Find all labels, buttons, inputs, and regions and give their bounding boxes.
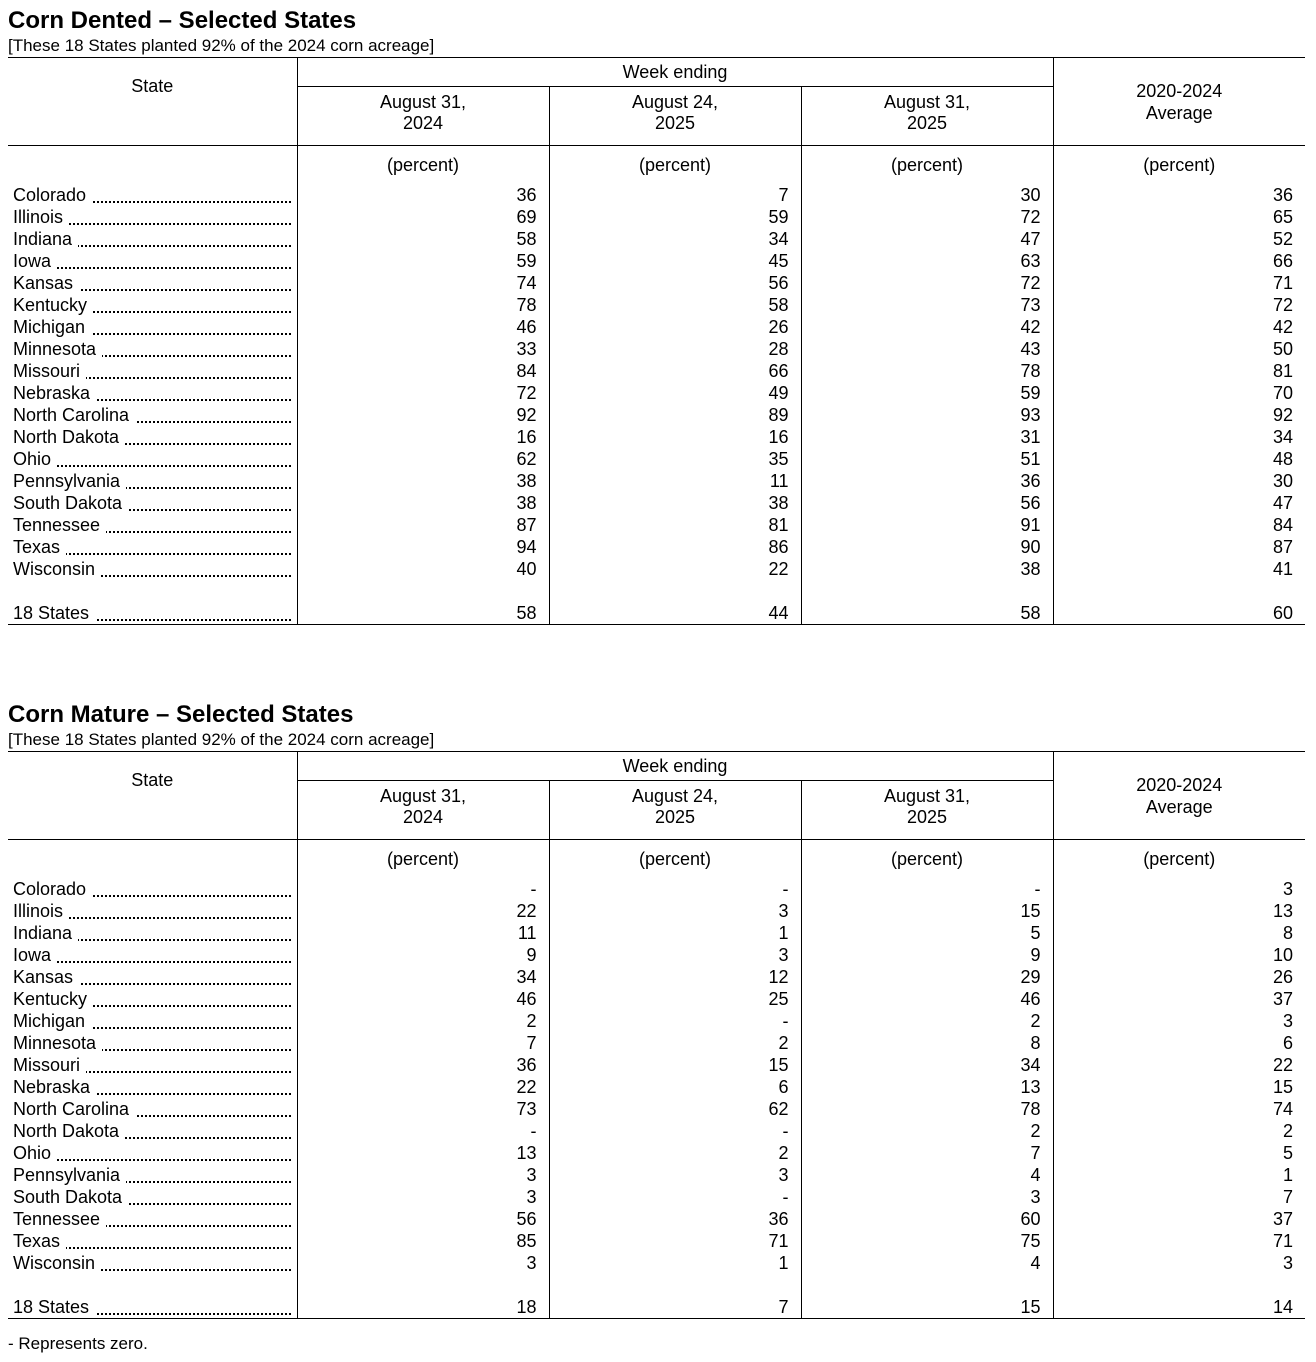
value-cell: 93 bbox=[801, 404, 1053, 426]
unit-label: (percent) bbox=[1053, 840, 1305, 879]
state-name-cell bbox=[8, 404, 297, 426]
value-cell: 35 bbox=[549, 448, 801, 470]
state-name-cell bbox=[8, 1142, 297, 1164]
state-name-cell bbox=[8, 900, 297, 922]
value-cell: 85 bbox=[297, 1230, 549, 1252]
unit-label: (percent) bbox=[549, 146, 801, 185]
value-cell: - bbox=[549, 1120, 801, 1142]
value-cell: 56 bbox=[801, 492, 1053, 514]
state-name: South Dakota bbox=[13, 493, 128, 513]
value-cell: 34 bbox=[549, 228, 801, 250]
value-cell: 36 bbox=[1053, 184, 1305, 206]
value-cell: 11 bbox=[549, 470, 801, 492]
unit-label: (percent) bbox=[801, 840, 1053, 879]
date-column-header: August 31, 2025 bbox=[801, 87, 1053, 146]
value-cell: 91 bbox=[801, 514, 1053, 536]
value-cell: 38 bbox=[549, 492, 801, 514]
state-name-cell bbox=[8, 1032, 297, 1054]
state-name-cell bbox=[8, 1208, 297, 1230]
value-cell: 3 bbox=[297, 1186, 549, 1208]
value-cell: 15 bbox=[1053, 1076, 1305, 1098]
value-cell: 71 bbox=[1053, 272, 1305, 294]
state-name-cell bbox=[8, 514, 297, 536]
state-name-cell bbox=[8, 988, 297, 1010]
corn-dented-section bbox=[8, 7, 1305, 625]
table-row bbox=[8, 558, 1305, 580]
value-cell: 81 bbox=[549, 514, 801, 536]
value-cell: 84 bbox=[297, 360, 549, 382]
value-cell: 30 bbox=[1053, 470, 1305, 492]
value-cell: 30 bbox=[801, 184, 1053, 206]
value-cell: - bbox=[801, 878, 1053, 900]
table-row bbox=[8, 900, 1305, 922]
table-row bbox=[8, 1076, 1305, 1098]
value-cell: 6 bbox=[1053, 1032, 1305, 1054]
value-cell: 75 bbox=[801, 1230, 1053, 1252]
state-name-cell bbox=[8, 1186, 297, 1208]
state-name: Iowa bbox=[13, 945, 57, 965]
state-name: Texas bbox=[13, 1231, 66, 1251]
value-cell: 94 bbox=[297, 536, 549, 558]
value-cell: 63 bbox=[801, 250, 1053, 272]
state-name-cell bbox=[8, 966, 297, 988]
value-cell: 58 bbox=[297, 602, 549, 625]
footnote: - Represents zero. bbox=[8, 1334, 148, 1353]
date-column-header: August 31, 2024 bbox=[297, 87, 549, 146]
state-name: Indiana bbox=[13, 229, 78, 249]
value-cell: 7 bbox=[1053, 1186, 1305, 1208]
value-cell: 69 bbox=[297, 206, 549, 228]
state-name-cell bbox=[8, 602, 297, 625]
value-cell: 8 bbox=[1053, 922, 1305, 944]
table-row bbox=[8, 184, 1305, 206]
state-name-cell bbox=[8, 1054, 297, 1076]
value-cell: 13 bbox=[297, 1142, 549, 1164]
state-name-cell bbox=[8, 1296, 297, 1319]
state-name: Minnesota bbox=[13, 1033, 102, 1053]
value-cell: 26 bbox=[1053, 966, 1305, 988]
value-cell: 12 bbox=[549, 966, 801, 988]
value-cell: 28 bbox=[549, 338, 801, 360]
state-name: Colorado bbox=[13, 185, 92, 205]
value-cell: 2 bbox=[801, 1120, 1053, 1142]
value-cell: 84 bbox=[1053, 514, 1305, 536]
state-name: Nebraska bbox=[13, 1077, 96, 1097]
value-cell: 22 bbox=[1053, 1054, 1305, 1076]
value-cell: - bbox=[549, 1186, 801, 1208]
value-cell: 2 bbox=[549, 1142, 801, 1164]
value-cell: 36 bbox=[297, 184, 549, 206]
value-cell: 34 bbox=[297, 966, 549, 988]
value-cell: 2 bbox=[549, 1032, 801, 1054]
value-cell: 46 bbox=[297, 316, 549, 338]
value-cell: 65 bbox=[1053, 206, 1305, 228]
unit-label: (percent) bbox=[801, 146, 1053, 185]
state-name: Iowa bbox=[13, 251, 57, 271]
value-cell: 41 bbox=[1053, 558, 1305, 580]
value-cell: 66 bbox=[1053, 250, 1305, 272]
table-row bbox=[8, 878, 1305, 900]
value-cell: 58 bbox=[801, 602, 1053, 625]
value-cell: 52 bbox=[1053, 228, 1305, 250]
value-cell: 71 bbox=[1053, 1230, 1305, 1252]
state-name-cell bbox=[8, 1230, 297, 1252]
state-name: Wisconsin bbox=[13, 559, 101, 579]
value-cell: 62 bbox=[549, 1098, 801, 1120]
table-title: Corn Dented – Selected States bbox=[8, 7, 357, 34]
state-name-cell bbox=[8, 316, 297, 338]
table-row bbox=[8, 536, 1305, 558]
date-column-header: August 24, 2025 bbox=[549, 781, 801, 840]
unit-label: (percent) bbox=[549, 840, 801, 879]
value-cell: 58 bbox=[297, 228, 549, 250]
value-cell: 18 bbox=[297, 1296, 549, 1319]
value-cell: 59 bbox=[549, 206, 801, 228]
table-subtitle: [These 18 States planted 92% of the 2024 corn acreage] bbox=[8, 36, 435, 55]
unit-label: (percent) bbox=[297, 146, 549, 185]
value-cell: 78 bbox=[297, 294, 549, 316]
date-column-header: August 31, 2025 bbox=[801, 781, 1053, 840]
table-row bbox=[8, 426, 1305, 448]
value-cell: 7 bbox=[549, 1296, 801, 1319]
corn-mature-section bbox=[8, 701, 1305, 1319]
week-ending-header: Week ending bbox=[297, 58, 1053, 87]
value-cell: 31 bbox=[801, 426, 1053, 448]
value-cell: 33 bbox=[297, 338, 549, 360]
value-cell: 29 bbox=[801, 966, 1053, 988]
table-subtitle: [These 18 States planted 92% of the 2024 corn acreage] bbox=[8, 730, 435, 749]
value-cell: 36 bbox=[549, 1208, 801, 1230]
value-cell: 3 bbox=[297, 1164, 549, 1186]
value-cell: 9 bbox=[801, 944, 1053, 966]
state-column-header: State bbox=[8, 752, 297, 840]
table-row bbox=[8, 382, 1305, 404]
state-name-cell bbox=[8, 1098, 297, 1120]
table-row bbox=[8, 1054, 1305, 1076]
state-name: Illinois bbox=[13, 207, 69, 227]
state-name-cell bbox=[8, 426, 297, 448]
value-cell: 8 bbox=[801, 1032, 1053, 1054]
value-cell: 2 bbox=[801, 1010, 1053, 1032]
table-row bbox=[8, 448, 1305, 470]
value-cell: 37 bbox=[1053, 1208, 1305, 1230]
state-name-cell bbox=[8, 878, 297, 900]
table-row bbox=[8, 1164, 1305, 1186]
state-name: Texas bbox=[13, 537, 66, 557]
value-cell: 15 bbox=[549, 1054, 801, 1076]
table-row bbox=[8, 250, 1305, 272]
value-cell: 1 bbox=[1053, 1164, 1305, 1186]
value-cell: 3 bbox=[549, 1164, 801, 1186]
table-row bbox=[8, 316, 1305, 338]
state-name: Kentucky bbox=[13, 989, 93, 1009]
value-cell: 36 bbox=[297, 1054, 549, 1076]
table-row bbox=[8, 206, 1305, 228]
state-column-header: State bbox=[8, 58, 297, 146]
state-name: North Carolina bbox=[13, 1099, 135, 1119]
table-row bbox=[8, 1142, 1305, 1164]
state-name: Colorado bbox=[13, 879, 92, 899]
value-cell: 60 bbox=[801, 1208, 1053, 1230]
state-name: Ohio bbox=[13, 1143, 57, 1163]
value-cell: 3 bbox=[1053, 878, 1305, 900]
state-name: Michigan bbox=[13, 1011, 91, 1031]
table-row bbox=[8, 988, 1305, 1010]
value-cell: 73 bbox=[297, 1098, 549, 1120]
table-row bbox=[8, 944, 1305, 966]
table-row bbox=[8, 1252, 1305, 1274]
value-cell: 22 bbox=[297, 900, 549, 922]
value-cell: 72 bbox=[801, 206, 1053, 228]
value-cell: 3 bbox=[1053, 1010, 1305, 1032]
table-row bbox=[8, 1032, 1305, 1054]
state-name-cell bbox=[8, 922, 297, 944]
value-cell: 4 bbox=[801, 1252, 1053, 1274]
table-row bbox=[8, 922, 1305, 944]
value-cell: 81 bbox=[1053, 360, 1305, 382]
table-title: Corn Mature – Selected States bbox=[8, 701, 354, 728]
table-row bbox=[8, 470, 1305, 492]
state-name-cell bbox=[8, 228, 297, 250]
value-cell: 42 bbox=[801, 316, 1053, 338]
state-name: Minnesota bbox=[13, 339, 102, 359]
value-cell: 78 bbox=[801, 1098, 1053, 1120]
state-name: Kansas bbox=[13, 967, 79, 987]
value-cell: 36 bbox=[801, 470, 1053, 492]
value-cell: 34 bbox=[801, 1054, 1053, 1076]
value-cell: 16 bbox=[549, 426, 801, 448]
state-name-cell bbox=[8, 492, 297, 514]
table-row bbox=[8, 492, 1305, 514]
state-name-cell bbox=[8, 1252, 297, 1274]
value-cell: 10 bbox=[1053, 944, 1305, 966]
state-name: Pennsylvania bbox=[13, 1165, 126, 1185]
value-cell: 3 bbox=[297, 1252, 549, 1274]
table-row bbox=[8, 1098, 1305, 1120]
value-cell: 74 bbox=[1053, 1098, 1305, 1120]
state-name-cell bbox=[8, 1164, 297, 1186]
average-column-header: 2020-2024 Average bbox=[1053, 58, 1305, 146]
state-name: Tennessee bbox=[13, 515, 106, 535]
value-cell: 26 bbox=[549, 316, 801, 338]
total-row bbox=[8, 1296, 1305, 1319]
state-name: Michigan bbox=[13, 317, 91, 337]
value-cell: 78 bbox=[801, 360, 1053, 382]
value-cell: 92 bbox=[297, 404, 549, 426]
value-cell: 40 bbox=[297, 558, 549, 580]
state-name: North Carolina bbox=[13, 405, 135, 425]
value-cell: 74 bbox=[297, 272, 549, 294]
value-cell: 13 bbox=[801, 1076, 1053, 1098]
state-name-cell bbox=[8, 470, 297, 492]
value-cell: 1 bbox=[549, 922, 801, 944]
value-cell: 46 bbox=[801, 988, 1053, 1010]
table-row bbox=[8, 272, 1305, 294]
value-cell: 1 bbox=[549, 1252, 801, 1274]
table-body bbox=[8, 184, 1305, 625]
state-name-cell bbox=[8, 250, 297, 272]
value-cell: 49 bbox=[549, 382, 801, 404]
value-cell: 3 bbox=[801, 1186, 1053, 1208]
corn-mature-table bbox=[8, 751, 1305, 1319]
value-cell: 22 bbox=[297, 1076, 549, 1098]
state-name: Kansas bbox=[13, 273, 79, 293]
table-row bbox=[8, 294, 1305, 316]
value-cell: 9 bbox=[297, 944, 549, 966]
state-name-cell bbox=[8, 944, 297, 966]
value-cell: 37 bbox=[1053, 988, 1305, 1010]
value-cell: 56 bbox=[549, 272, 801, 294]
state-name-cell bbox=[8, 1010, 297, 1032]
table-row bbox=[8, 514, 1305, 536]
value-cell: 72 bbox=[801, 272, 1053, 294]
value-cell: - bbox=[549, 878, 801, 900]
value-cell: 38 bbox=[297, 492, 549, 514]
spacer-row bbox=[8, 580, 1305, 602]
week-ending-header: Week ending bbox=[297, 752, 1053, 781]
state-name-cell bbox=[8, 206, 297, 228]
value-cell: 86 bbox=[549, 536, 801, 558]
value-cell: 66 bbox=[549, 360, 801, 382]
value-cell: - bbox=[297, 1120, 549, 1142]
value-cell: 87 bbox=[297, 514, 549, 536]
value-cell: 59 bbox=[801, 382, 1053, 404]
table-row bbox=[8, 1186, 1305, 1208]
value-cell: 6 bbox=[549, 1076, 801, 1098]
value-cell: 45 bbox=[549, 250, 801, 272]
state-name-cell bbox=[8, 184, 297, 206]
unit-label: (percent) bbox=[1053, 146, 1305, 185]
corn-dented-table bbox=[8, 57, 1305, 625]
value-cell: 72 bbox=[297, 382, 549, 404]
average-column-header: 2020-2024 Average bbox=[1053, 752, 1305, 840]
value-cell: 38 bbox=[801, 558, 1053, 580]
state-name: Indiana bbox=[13, 923, 78, 943]
value-cell: 89 bbox=[549, 404, 801, 426]
state-name: 18 States bbox=[13, 603, 95, 623]
state-name: Nebraska bbox=[13, 383, 96, 403]
total-row bbox=[8, 602, 1305, 625]
table-row bbox=[8, 1208, 1305, 1230]
value-cell: 3 bbox=[1053, 1252, 1305, 1274]
value-cell: 3 bbox=[549, 944, 801, 966]
value-cell: 5 bbox=[801, 922, 1053, 944]
value-cell: - bbox=[297, 878, 549, 900]
value-cell: 11 bbox=[297, 922, 549, 944]
value-cell: 16 bbox=[297, 426, 549, 448]
state-name: 18 States bbox=[13, 1297, 95, 1317]
table-row bbox=[8, 228, 1305, 250]
value-cell: 47 bbox=[1053, 492, 1305, 514]
table-row bbox=[8, 1120, 1305, 1142]
value-cell: - bbox=[549, 1010, 801, 1032]
value-cell: 3 bbox=[549, 900, 801, 922]
value-cell: 90 bbox=[801, 536, 1053, 558]
value-cell: 44 bbox=[549, 602, 801, 625]
value-cell: 46 bbox=[297, 988, 549, 1010]
table-row bbox=[8, 360, 1305, 382]
date-column-header: August 24, 2025 bbox=[549, 87, 801, 146]
value-cell: 43 bbox=[801, 338, 1053, 360]
value-cell: 48 bbox=[1053, 448, 1305, 470]
value-cell: 22 bbox=[549, 558, 801, 580]
value-cell: 50 bbox=[1053, 338, 1305, 360]
value-cell: 7 bbox=[297, 1032, 549, 1054]
value-cell: 2 bbox=[1053, 1120, 1305, 1142]
state-name-cell bbox=[8, 1076, 297, 1098]
state-name: Tennessee bbox=[13, 1209, 106, 1229]
state-name-cell bbox=[8, 1120, 297, 1142]
state-name: Illinois bbox=[13, 901, 69, 921]
value-cell: 15 bbox=[801, 900, 1053, 922]
state-name-cell bbox=[8, 272, 297, 294]
state-name: Kentucky bbox=[13, 295, 93, 315]
state-name: South Dakota bbox=[13, 1187, 128, 1207]
value-cell: 2 bbox=[297, 1010, 549, 1032]
value-cell: 72 bbox=[1053, 294, 1305, 316]
state-name-cell bbox=[8, 360, 297, 382]
value-cell: 51 bbox=[801, 448, 1053, 470]
unit-label: (percent) bbox=[297, 840, 549, 879]
value-cell: 73 bbox=[801, 294, 1053, 316]
table-row bbox=[8, 338, 1305, 360]
value-cell: 71 bbox=[549, 1230, 801, 1252]
date-column-header: August 31, 2024 bbox=[297, 781, 549, 840]
value-cell: 70 bbox=[1053, 382, 1305, 404]
spacer-row bbox=[8, 1274, 1305, 1296]
value-cell: 47 bbox=[801, 228, 1053, 250]
state-name: North Dakota bbox=[13, 427, 125, 447]
value-cell: 42 bbox=[1053, 316, 1305, 338]
table-row bbox=[8, 1230, 1305, 1252]
value-cell: 58 bbox=[549, 294, 801, 316]
state-name: Missouri bbox=[13, 361, 86, 381]
state-name-cell bbox=[8, 536, 297, 558]
value-cell: 4 bbox=[801, 1164, 1053, 1186]
state-name-cell bbox=[8, 558, 297, 580]
value-cell: 62 bbox=[297, 448, 549, 470]
state-name: Pennsylvania bbox=[13, 471, 126, 491]
value-cell: 7 bbox=[801, 1142, 1053, 1164]
state-name-cell bbox=[8, 338, 297, 360]
state-name-cell bbox=[8, 294, 297, 316]
value-cell: 7 bbox=[549, 184, 801, 206]
value-cell: 38 bbox=[297, 470, 549, 492]
value-cell: 15 bbox=[801, 1296, 1053, 1319]
value-cell: 13 bbox=[1053, 900, 1305, 922]
value-cell: 56 bbox=[297, 1208, 549, 1230]
value-cell: 60 bbox=[1053, 602, 1305, 625]
table-row bbox=[8, 404, 1305, 426]
state-name: North Dakota bbox=[13, 1121, 125, 1141]
table-body bbox=[8, 878, 1305, 1319]
table-row bbox=[8, 966, 1305, 988]
value-cell: 14 bbox=[1053, 1296, 1305, 1319]
value-cell: 92 bbox=[1053, 404, 1305, 426]
value-cell: 25 bbox=[549, 988, 801, 1010]
state-name: Wisconsin bbox=[13, 1253, 101, 1273]
state-name-cell bbox=[8, 382, 297, 404]
value-cell: 5 bbox=[1053, 1142, 1305, 1164]
value-cell: 59 bbox=[297, 250, 549, 272]
value-cell: 34 bbox=[1053, 426, 1305, 448]
state-name: Ohio bbox=[13, 449, 57, 469]
state-name-cell bbox=[8, 448, 297, 470]
value-cell: 87 bbox=[1053, 536, 1305, 558]
table-row bbox=[8, 1010, 1305, 1032]
state-name: Missouri bbox=[13, 1055, 86, 1075]
